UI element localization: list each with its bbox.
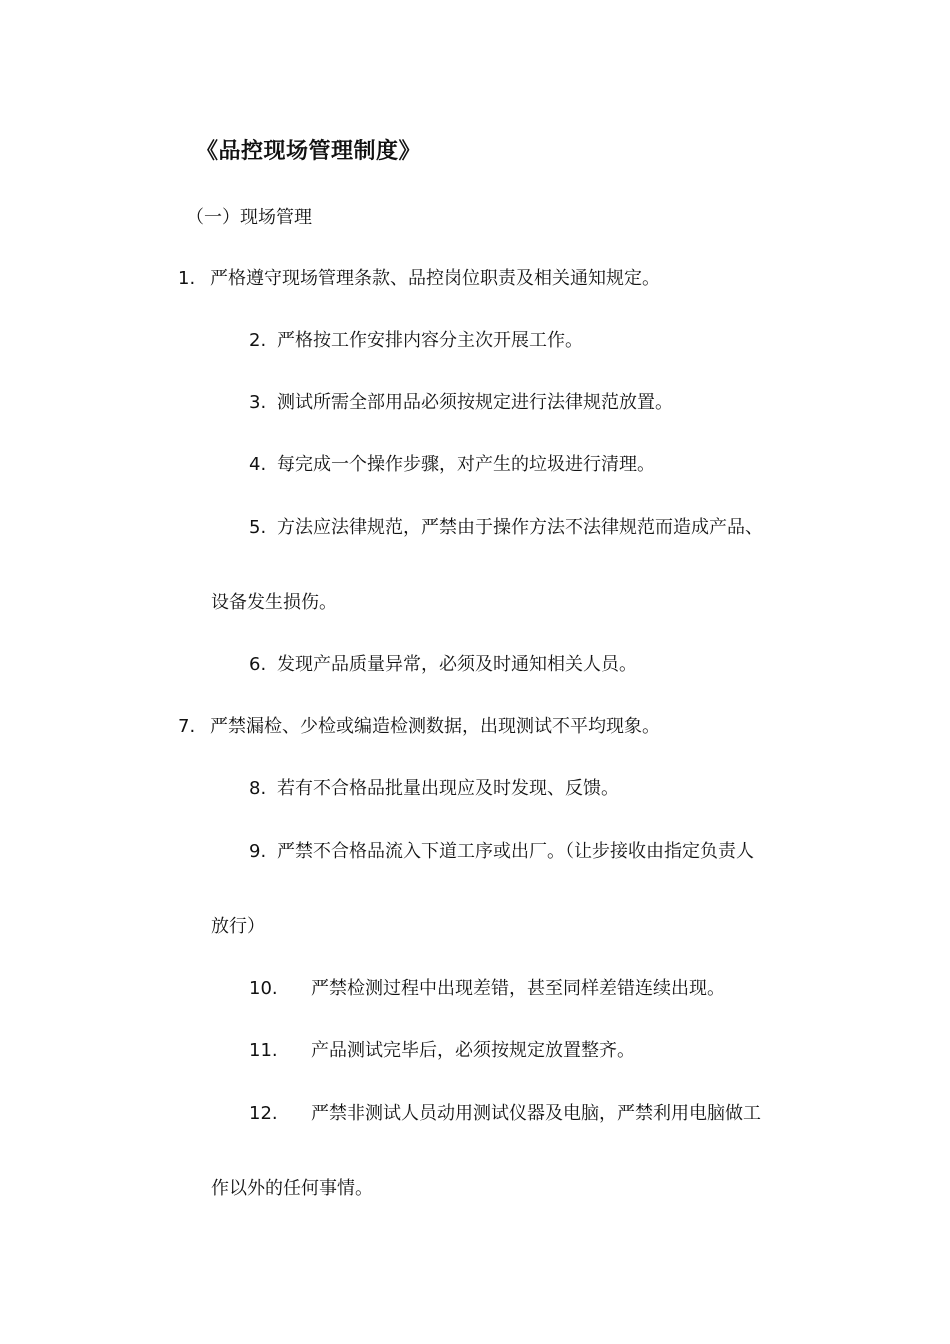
item-number: 12. bbox=[249, 1103, 278, 1124]
item-text: 严禁检测过程中出现差错，甚至同样差错连续出现。 bbox=[311, 978, 725, 999]
list-item-6 bbox=[249, 652, 637, 678]
list-item-5 bbox=[249, 515, 763, 541]
list-item-3 bbox=[249, 390, 673, 416]
list-item-10 bbox=[249, 976, 725, 1002]
list-item-9-continuation: 放行） bbox=[211, 916, 265, 937]
item-number: 7. bbox=[178, 716, 196, 737]
item-text: 方法应法律规范，严禁由于操作方法不法律规范而造成产品、 bbox=[277, 517, 763, 538]
item-text: 严禁非测试人员动用测试仪器及电脑，严禁利用电脑做工 bbox=[311, 1103, 761, 1124]
item-text: 严格遵守现场管理条款、品控岗位职责及相关通知规定。 bbox=[210, 268, 660, 289]
item-text: 发现产品质量异常，必须及时通知相关人员。 bbox=[277, 654, 637, 675]
list-item-9 bbox=[249, 839, 754, 865]
item-text: 测试所需全部用品必须按规定进行法律规范放置。 bbox=[277, 392, 673, 413]
item-number: 9. bbox=[249, 841, 267, 862]
item-number: 2. bbox=[249, 330, 267, 351]
list-item-12 bbox=[249, 1101, 761, 1127]
list-item-11 bbox=[249, 1038, 635, 1064]
list-item-12-continuation: 作以外的任何事情。 bbox=[211, 1178, 373, 1199]
item-number: 11. bbox=[249, 1040, 278, 1061]
item-number: 1. bbox=[178, 268, 196, 289]
list-item-2 bbox=[249, 328, 583, 354]
item-number: 8. bbox=[249, 778, 267, 799]
item-number: 10. bbox=[249, 978, 278, 999]
list-item-1 bbox=[178, 266, 660, 292]
item-text: 严格按工作安排内容分主次开展工作。 bbox=[277, 330, 583, 351]
item-number: 5. bbox=[249, 517, 267, 538]
item-number: 4. bbox=[249, 454, 267, 475]
item-number: 6. bbox=[249, 654, 267, 675]
item-text: 严禁漏检、少检或编造检测数据，出现测试不平均现象。 bbox=[210, 716, 660, 737]
item-text: 产品测试完毕后，必须按规定放置整齐。 bbox=[311, 1040, 635, 1061]
item-text: 每完成一个操作步骤，对产生的垃圾进行清理。 bbox=[277, 454, 655, 475]
item-text: 若有不合格品批量出现应及时发现、反馈。 bbox=[277, 778, 619, 799]
item-text: 严禁不合格品流入下道工序或出厂。（让步接收由指定负责人 bbox=[277, 841, 754, 862]
list-item-7 bbox=[178, 714, 660, 740]
item-number: 3. bbox=[249, 392, 267, 413]
section-heading: （一）现场管理 bbox=[186, 207, 312, 228]
list-item-4 bbox=[249, 452, 655, 478]
list-item-8 bbox=[249, 776, 619, 802]
document-title: 《品控现场管理制度》 bbox=[196, 139, 422, 164]
list-item-5-continuation: 设备发生损伤。 bbox=[211, 592, 337, 613]
